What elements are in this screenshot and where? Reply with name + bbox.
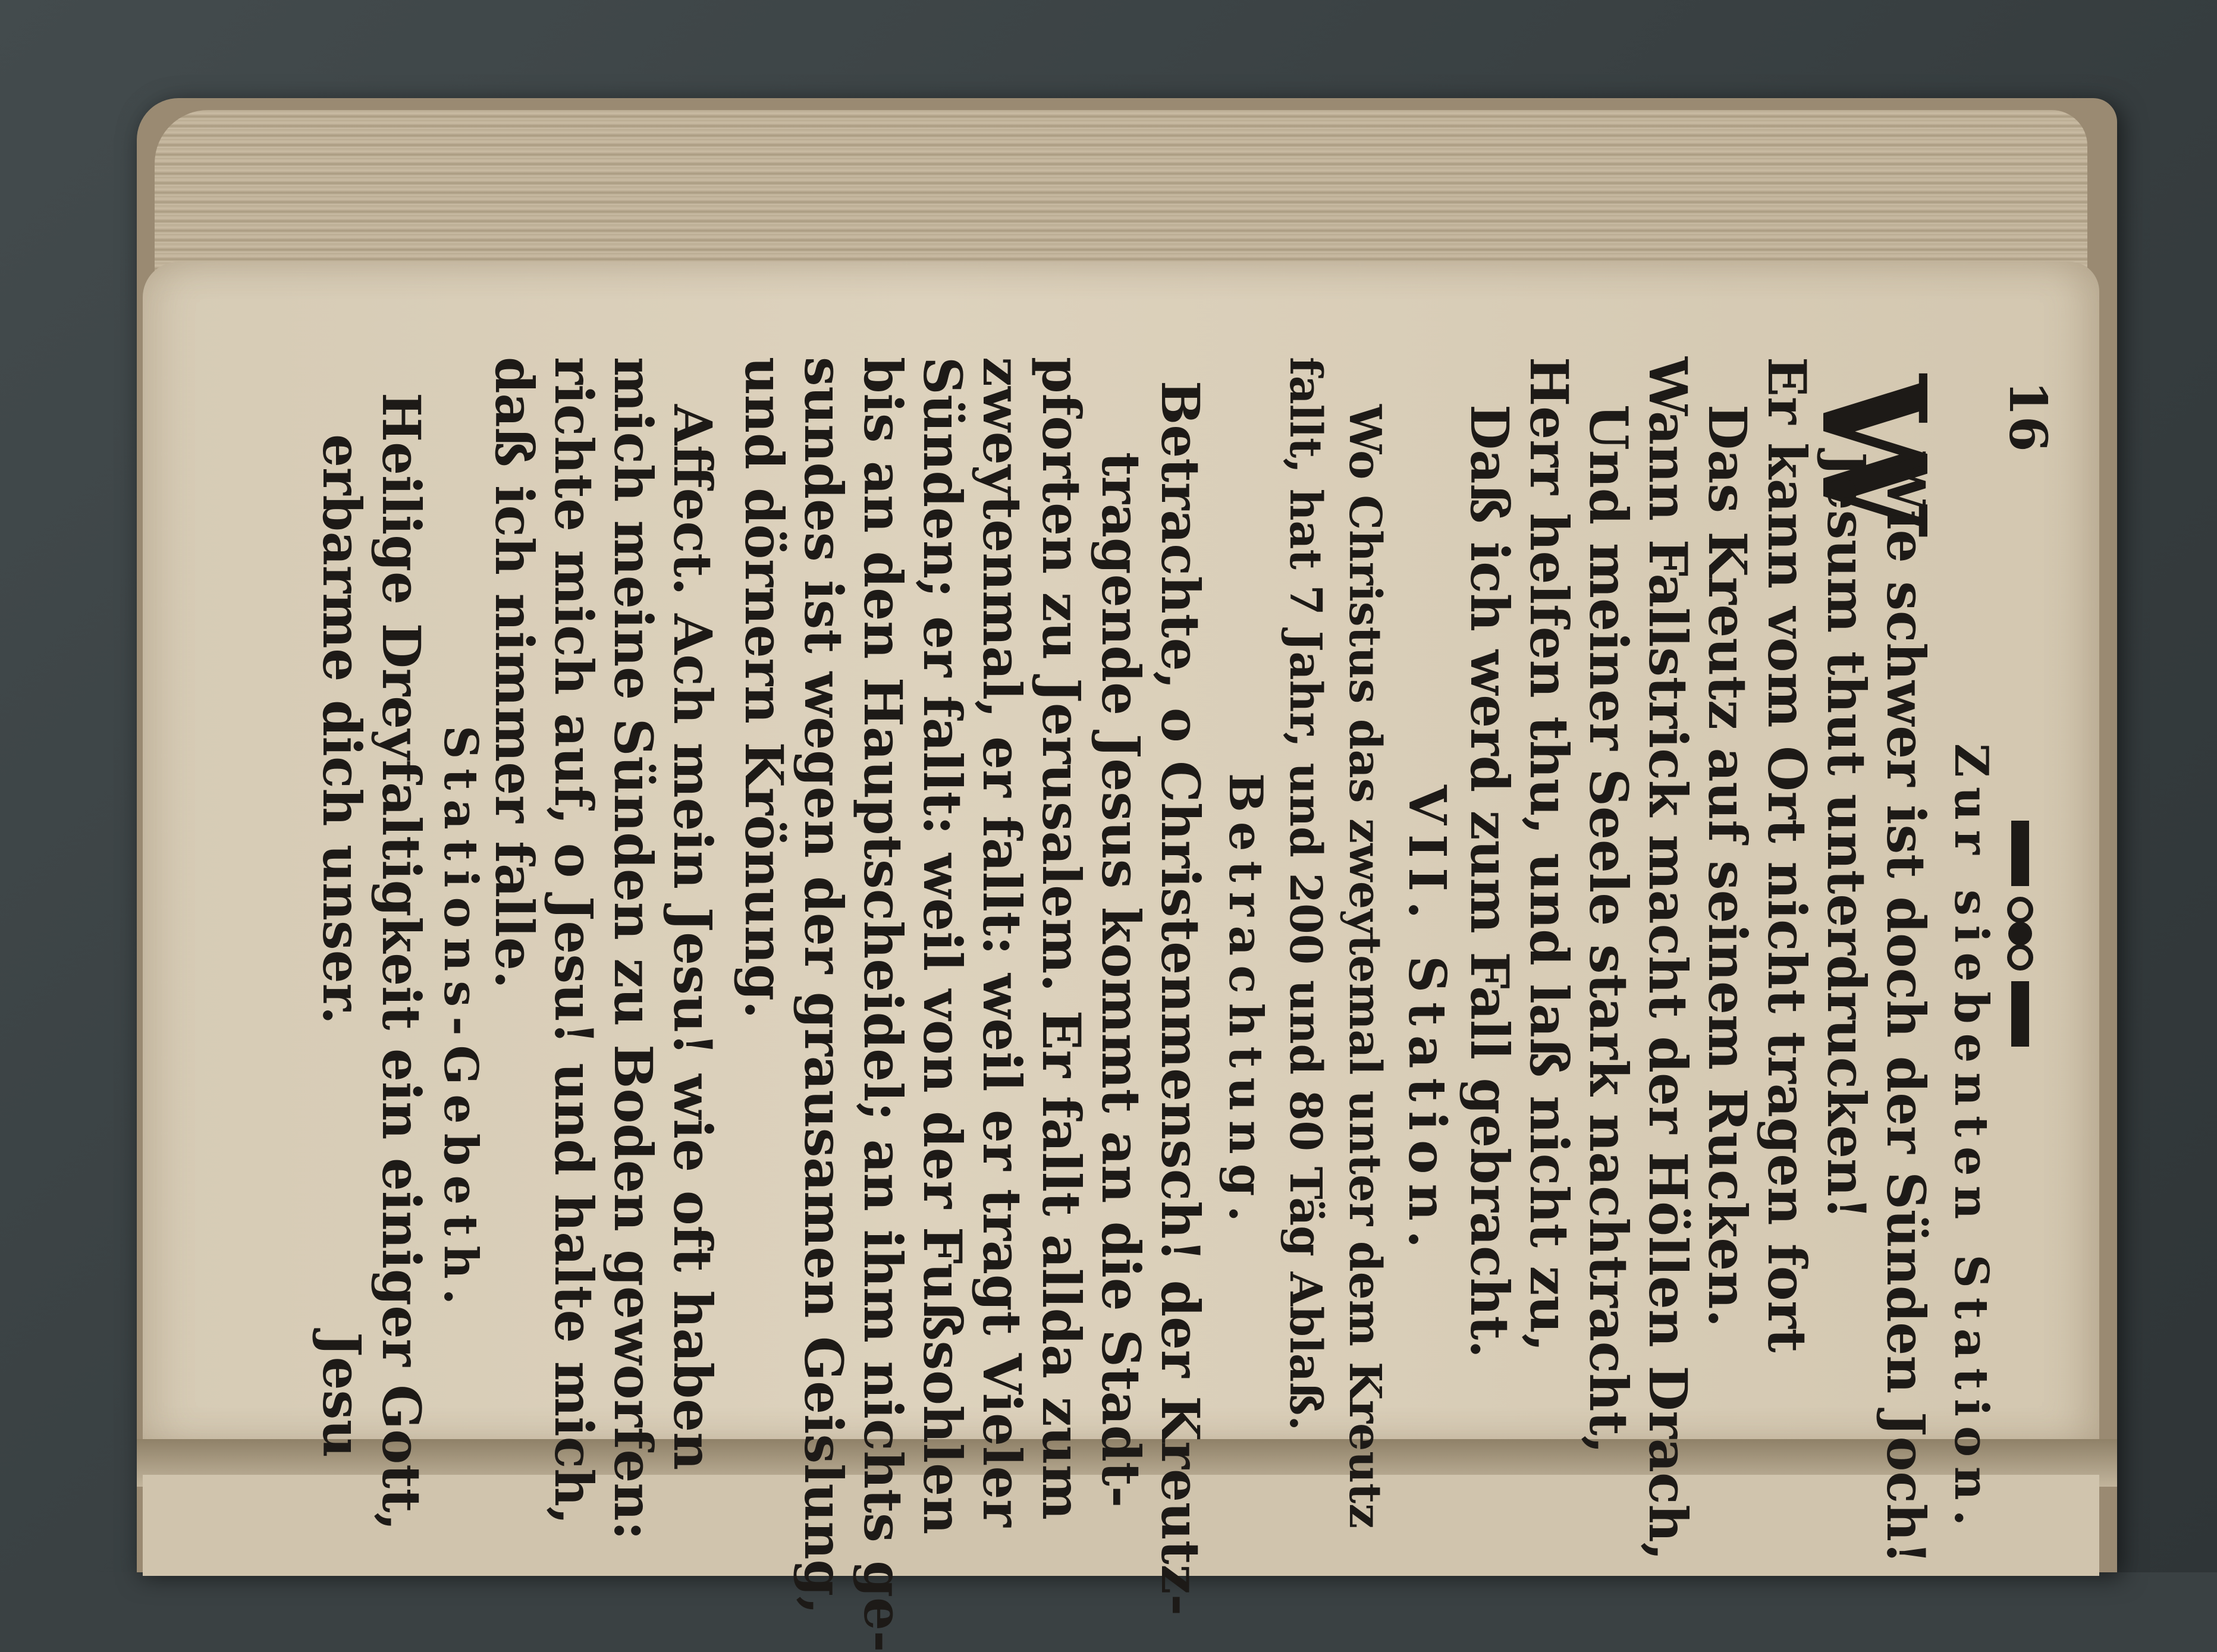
- prayer-line: erbarme dich unser.: [311, 434, 373, 1025]
- meditation-line: Betrachte, o Christenmensch! der Kreutz-: [1150, 381, 1211, 1616]
- station-intro-line: fallt, hat 7 Jahr, und 200 und 80 Täg Ablaß.: [1280, 357, 1331, 1431]
- page-text-block: [297, 357, 2058, 1652]
- prayer-heading: Stations-Gebeth.: [434, 726, 488, 1314]
- meditation-line: sundes ist wegen der grausamen Geislung,: [793, 357, 855, 1615]
- meditation-line: bis an den Hauptscheidel; an ihm nichts ge-: [852, 357, 914, 1652]
- meditation-line: Sünden; er fallt: weil von der Fußsohlen: [912, 357, 974, 1535]
- verse-line: Herr helfen thu, und laß nicht zu,: [1518, 357, 1580, 1352]
- meditation-line: zweytenmal, er fallt: weil er tragt Vieler: [971, 357, 1033, 1527]
- station-heading: VII. Station.: [1397, 785, 1457, 1258]
- prayer-line: Heilige Dreyfaltigkeit ein einiger Gott,: [370, 392, 432, 1531]
- meditation-line: pforten zu Jerusalem. Er fallt allda zum: [1031, 357, 1092, 1520]
- verse-line: Jesum thut unterdrucken!: [1816, 452, 1877, 1220]
- affect-line: daß ich nimmer falle.: [483, 357, 545, 989]
- meditation-heading: Betrachtung.: [1219, 773, 1273, 1232]
- verse-line: Das Kreutz auf seinem Rucken.: [1697, 404, 1758, 1328]
- station-intro-line: Wo Christus das zweytemal unter dem Kreutz: [1339, 404, 1390, 1529]
- prayer-line: Jesu: [311, 1332, 373, 1458]
- affect-line: richte mich auf, o Jesu! und halte mich,: [543, 357, 605, 1525]
- affect-line: Affect. Ach mein Jesu! wie oft haben: [662, 404, 724, 1471]
- ornament-icon: [2001, 821, 2040, 1047]
- section-title: Zur siebenten Station.: [1944, 743, 1998, 1535]
- verse-line: Er kann vom Ort nicht tragen fort: [1756, 357, 1818, 1353]
- verse-line: Wie schwer ist doch der Sünden Joch!: [1875, 452, 1937, 1565]
- page-number: 16: [1998, 381, 2058, 452]
- verse-initial: W: [1789, 375, 1957, 535]
- meditation-line: tragende Jesus kommt an die Stadt-: [1090, 452, 1152, 1508]
- verse-line: Und meiner Seele stark nachtracht,: [1578, 404, 1640, 1454]
- affect-line: mich meine Sünden zu Boden geworfen:: [602, 357, 664, 1540]
- meditation-line: und dörnern Krönung.: [733, 357, 795, 1019]
- verse-line: Daß ich werd zum Fall gebracht.: [1459, 404, 1521, 1358]
- verse-line: Wann Fallstrick macht der Höllen Drach,: [1637, 357, 1699, 1561]
